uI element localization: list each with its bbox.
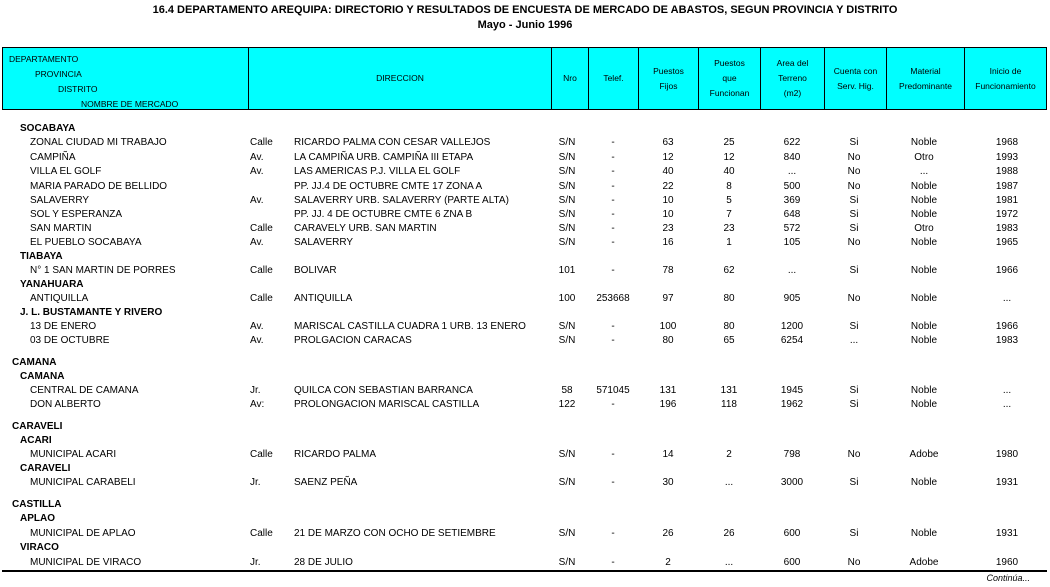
street-number-cell: S/N [558, 528, 576, 539]
provincia-label: CAMANA [12, 357, 57, 368]
street-number-cell: S/N [558, 223, 576, 234]
puestos-fijos-cell: 196 [659, 399, 677, 410]
address-cell: QUILCA CON SEBASTIAN BARRANCA [294, 385, 473, 396]
inicio-funcionamiento-cell: 1980 [995, 449, 1019, 460]
puestos-funcionan-cell: 12 [723, 152, 735, 163]
puestos-funcionan-cell: 7 [726, 209, 732, 220]
table-row [0, 527, 1050, 541]
distrito-label: CAMANA [20, 371, 65, 382]
street-type-cell: Jr. [250, 557, 261, 568]
inicio-funcionamiento-cell: 1965 [995, 237, 1019, 248]
street-number-cell: S/N [558, 166, 576, 177]
header-location-column [3, 48, 249, 109]
distrito-label: SOCABAYA [20, 123, 76, 134]
area-terreno-cell: 3000 [780, 477, 804, 488]
address-cell: LAS AMERICAS P.J. VILLA EL GOLF [294, 166, 461, 177]
area-terreno-cell: 1962 [780, 399, 804, 410]
address-cell: 21 DE MARZO CON OCHO DE SETIEMBRE [294, 528, 496, 539]
street-number-cell: S/N [558, 321, 576, 332]
material-cell: Noble [910, 181, 938, 192]
market-name-cell: MUNICIPAL ACARI [30, 449, 117, 460]
distrito-heading [0, 370, 1050, 384]
street-type-cell: Av. [250, 335, 264, 346]
distrito-label: YANAHUARA [20, 279, 84, 290]
puestos-funcionan-cell: 25 [723, 137, 735, 148]
serv-hig-cell: Si [849, 528, 859, 539]
telephone-cell: - [611, 321, 615, 332]
inicio-funcionamiento-cell: 1988 [995, 166, 1019, 177]
street-type-cell: Av. [250, 237, 264, 248]
market-name-cell: MUNICIPAL CARABELI [30, 477, 136, 488]
address-cell: CARAVELY URB. SAN MARTIN [294, 223, 437, 234]
area-terreno-cell: 500 [783, 181, 801, 192]
report-subtitle: Mayo - Junio 1996 [477, 19, 573, 31]
table-row [0, 398, 1050, 412]
continua-note: Continúa... [986, 573, 1030, 583]
distrito-label: CARAVELI [20, 463, 71, 474]
table-row [0, 264, 1050, 278]
puestos-funcionan-cell: 80 [723, 293, 735, 304]
material-cell: Noble [910, 195, 938, 206]
header-material: Material Predominante [887, 48, 965, 109]
market-name-cell: CAMPIÑA [30, 152, 76, 163]
telephone-cell: - [611, 209, 615, 220]
area-terreno-cell: 600 [783, 557, 801, 568]
street-number-cell: S/N [558, 152, 576, 163]
area-terreno-cell: 840 [783, 152, 801, 163]
street-type-cell: Calle [250, 449, 273, 460]
address-cell: PROLGACION CARACAS [294, 335, 412, 346]
header-area-terreno: Area del Terreno (m2) [761, 48, 825, 109]
street-number-cell: 122 [558, 399, 576, 410]
material-cell: Adobe [909, 449, 939, 460]
puestos-funcionan-cell: 65 [723, 335, 735, 346]
distrito-heading [0, 541, 1050, 555]
address-cell: PP. JJ.4 DE OCTUBRE CMTE 17 ZONA A [294, 181, 483, 192]
street-number-cell: 58 [561, 385, 573, 396]
street-type-cell: Calle [250, 137, 273, 148]
serv-hig-cell: Si [849, 265, 859, 276]
street-type-cell: Av. [250, 166, 264, 177]
street-number-cell: S/N [558, 195, 576, 206]
puestos-funcionan-cell: 62 [723, 265, 735, 276]
report-title: 16.4 DEPARTAMENTO AREQUIPA: DIRECTORIO Y RESULTADOS DE ENCUESTA DE MERCADO DE ABASTOS, SEGUN PROVINCIA Y DISTRITO [152, 4, 898, 16]
street-number-cell: S/N [558, 237, 576, 248]
inicio-funcionamiento-cell: 1987 [995, 181, 1019, 192]
street-type-cell: Calle [250, 265, 273, 276]
market-name-cell: 03 DE OCTUBRE [30, 335, 110, 346]
address-cell: MARISCAL CASTILLA CUADRA 1 URB. 13 ENERO [294, 321, 526, 332]
material-cell: Adobe [909, 557, 939, 568]
header-departamento: DEPARTAMENTO [9, 54, 79, 64]
address-cell: SAENZ PEÑA [294, 477, 358, 488]
street-type-cell: Av: [250, 399, 265, 410]
puestos-fijos-cell: 40 [662, 166, 674, 177]
header-direccion: DIRECCION [249, 48, 552, 109]
material-cell: Noble [910, 335, 938, 346]
address-cell: SALAVERRY [294, 237, 354, 248]
street-number-cell: S/N [558, 477, 576, 488]
distrito-heading [0, 512, 1050, 526]
market-name-cell: SAN MARTIN [30, 223, 92, 234]
street-type-cell: Av. [250, 152, 264, 163]
material-cell: ... [919, 166, 929, 177]
address-cell: RICARDO PALMA CON CESAR VALLEJOS [294, 137, 491, 148]
area-terreno-cell: 369 [783, 195, 801, 206]
market-name-cell: VILLA EL GOLF [30, 166, 102, 177]
street-number-cell: S/N [558, 181, 576, 192]
area-terreno-cell: 1945 [780, 385, 804, 396]
puestos-fijos-cell: 100 [659, 321, 677, 332]
area-terreno-cell: 798 [783, 449, 801, 460]
puestos-fijos-cell: 26 [662, 528, 674, 539]
serv-hig-cell: No [847, 237, 861, 248]
puestos-fijos-cell: 23 [662, 223, 674, 234]
telephone-cell: - [611, 399, 615, 410]
street-type-cell: Av. [250, 195, 264, 206]
puestos-fijos-cell: 30 [662, 477, 674, 488]
serv-hig-cell: Si [849, 223, 859, 234]
area-terreno-cell: 1200 [780, 321, 804, 332]
header-nro: Nro [552, 48, 589, 109]
table-row [0, 292, 1050, 306]
puestos-funcionan-cell: 118 [721, 399, 737, 410]
puestos-funcionan-cell: 26 [723, 528, 735, 539]
distrito-label: ACARI [20, 435, 52, 446]
market-name-cell: DON ALBERTO [30, 399, 101, 410]
serv-hig-cell: No [847, 181, 861, 192]
puestos-funcionan-cell: 131 [720, 385, 738, 396]
distrito-heading [0, 278, 1050, 292]
material-cell: Noble [910, 265, 938, 276]
header-telef: Telef. [589, 48, 639, 109]
inicio-funcionamiento-cell: 1966 [995, 265, 1019, 276]
telephone-cell: 571045 [596, 385, 630, 396]
inicio-funcionamiento-cell: ... [1002, 293, 1012, 304]
market-name-cell: MUNICIPAL DE VIRACO [30, 557, 142, 568]
puestos-fijos-cell: 78 [662, 265, 674, 276]
street-type-cell: Calle [250, 223, 273, 234]
table-row [0, 136, 1050, 150]
material-cell: Noble [910, 321, 938, 332]
distrito-heading [0, 250, 1050, 264]
material-cell: Noble [910, 528, 938, 539]
serv-hig-cell: Si [849, 321, 859, 332]
puestos-funcionan-cell: 2 [726, 449, 732, 460]
street-number-cell: 101 [558, 265, 576, 276]
table-row [0, 556, 1050, 570]
serv-hig-cell: Si [849, 195, 859, 206]
inicio-funcionamiento-cell: 1983 [995, 223, 1019, 234]
inicio-funcionamiento-cell: 1968 [995, 137, 1019, 148]
address-cell: ANTIQUILLA [294, 293, 353, 304]
area-terreno-cell: 622 [783, 137, 801, 148]
address-cell: RICARDO PALMA [294, 449, 377, 460]
material-cell: Noble [910, 385, 938, 396]
puestos-funcionan-cell: 1 [726, 237, 732, 248]
market-name-cell: SALAVERRY [30, 195, 90, 206]
table-row [0, 384, 1050, 398]
area-terreno-cell: 905 [783, 293, 801, 304]
area-terreno-cell: ... [787, 166, 797, 177]
table-row [0, 448, 1050, 462]
telephone-cell: - [611, 528, 615, 539]
street-type-cell: Calle [250, 293, 273, 304]
telephone-cell: - [611, 195, 615, 206]
address-cell: LA CAMPIÑA URB. CAMPIÑA III ETAPA [294, 152, 474, 163]
puestos-fijos-cell: 80 [662, 335, 674, 346]
telephone-cell: - [611, 166, 615, 177]
inicio-funcionamiento-cell: 1993 [995, 152, 1019, 163]
table-row [0, 194, 1050, 208]
puestos-funcionan-cell: 5 [726, 195, 732, 206]
material-cell: Noble [910, 237, 938, 248]
area-terreno-cell: 105 [783, 237, 801, 248]
table-row [0, 180, 1050, 194]
serv-hig-cell: ... [849, 335, 859, 346]
puestos-funcionan-cell: 23 [723, 223, 735, 234]
serv-hig-cell: Si [849, 477, 859, 488]
street-number-cell: 100 [558, 293, 576, 304]
telephone-cell: - [611, 335, 615, 346]
inicio-funcionamiento-cell: 1960 [995, 557, 1019, 568]
serv-hig-cell: No [847, 557, 861, 568]
market-name-cell: 13 DE ENERO [30, 321, 97, 332]
telephone-cell: - [611, 449, 615, 460]
provincia-heading [0, 498, 1050, 512]
area-terreno-cell: ... [787, 265, 797, 276]
puestos-fijos-cell: 16 [662, 237, 674, 248]
puestos-fijos-cell: 14 [662, 449, 674, 460]
puestos-funcionan-cell: ... [724, 557, 734, 568]
distrito-label: VIRACO [20, 542, 59, 553]
table-row [0, 222, 1050, 236]
distrito-label: APLAO [20, 513, 55, 524]
area-terreno-cell: 600 [783, 528, 801, 539]
serv-hig-cell: No [847, 152, 861, 163]
serv-hig-cell: Si [849, 137, 859, 148]
inicio-funcionamiento-cell: 1981 [995, 195, 1019, 206]
table-row [0, 208, 1050, 222]
puestos-fijos-cell: 63 [662, 137, 674, 148]
inicio-funcionamiento-cell: ... [1002, 385, 1012, 396]
distrito-heading [0, 122, 1050, 136]
puestos-funcionan-cell: 80 [723, 321, 735, 332]
table-header [2, 47, 1047, 110]
address-cell: PP. JJ. 4 DE OCTUBRE CMTE 6 ZNA B [294, 209, 473, 220]
header-inicio: Inicio de Funcionamiento [975, 65, 1036, 91]
puestos-fijos-cell: 22 [662, 181, 674, 192]
header-puestos-funcionan: Puestos que Funcionan [699, 48, 761, 109]
inicio-funcionamiento-cell: 1983 [995, 335, 1019, 346]
area-terreno-cell: 6254 [780, 335, 804, 346]
table-row [0, 236, 1050, 250]
material-cell: Otro [914, 152, 934, 163]
market-name-cell: N° 1 SAN MARTIN DE PORRES [30, 265, 176, 276]
puestos-fijos-cell: 131 [659, 385, 677, 396]
material-cell: Noble [910, 293, 938, 304]
telephone-cell: - [611, 223, 615, 234]
market-name-cell: ANTIQUILLA [30, 293, 89, 304]
street-number-cell: S/N [558, 137, 576, 148]
header-provincia: PROVINCIA [35, 69, 82, 79]
distrito-heading [0, 434, 1050, 448]
serv-hig-cell: Si [849, 209, 859, 220]
puestos-funcionan-cell: ... [724, 477, 734, 488]
inicio-funcionamiento-cell: ... [1002, 399, 1012, 410]
inicio-funcionamiento-cell: 1966 [995, 321, 1019, 332]
street-number-cell: S/N [558, 449, 576, 460]
market-name-cell: MUNICIPAL DE APLAO [30, 528, 136, 539]
telephone-cell: - [611, 181, 615, 192]
street-type-cell: Jr. [250, 477, 261, 488]
distrito-label: TIABAYA [20, 251, 63, 262]
serv-hig-cell: No [847, 449, 861, 460]
serv-hig-cell: Si [849, 385, 859, 396]
inicio-funcionamiento-cell: 1972 [995, 209, 1019, 220]
street-number-cell: S/N [558, 335, 576, 346]
street-number-cell: S/N [558, 209, 576, 220]
material-cell: Noble [910, 137, 938, 148]
header-nombre-mercado: NOMBRE DE MERCADO [81, 99, 179, 109]
puestos-fijos-cell: 97 [662, 293, 674, 304]
telephone-cell: 253668 [596, 293, 630, 304]
header-distrito: DISTRITO [58, 84, 98, 94]
serv-hig-cell: Si [849, 399, 859, 410]
market-name-cell: ZONAL CIUDAD MI TRABAJO [30, 137, 167, 148]
provincia-label: CARAVELI [12, 421, 63, 432]
table-row [0, 320, 1050, 334]
puestos-funcionan-cell: 40 [723, 166, 735, 177]
provincia-label: CASTILLA [12, 499, 62, 510]
area-terreno-cell: 648 [783, 209, 801, 220]
address-cell: PROLONGACION MARISCAL CASTILLA [294, 399, 480, 410]
market-name-cell: EL PUEBLO SOCABAYA [30, 237, 142, 248]
distrito-heading [0, 306, 1050, 320]
telephone-cell: - [611, 237, 615, 248]
serv-hig-cell: No [847, 166, 861, 177]
puestos-fijos-cell: 2 [665, 557, 671, 568]
table-row [0, 334, 1050, 348]
address-cell: 28 DE JULIO [294, 557, 353, 568]
telephone-cell: - [611, 152, 615, 163]
puestos-funcionan-cell: 8 [726, 181, 732, 192]
inicio-funcionamiento-cell: 1931 [995, 477, 1019, 488]
material-cell: Noble [910, 399, 938, 410]
material-cell: Otro [914, 223, 934, 234]
material-cell: Noble [910, 477, 938, 488]
serv-hig-cell: No [847, 293, 861, 304]
market-name-cell: MARIA PARADO DE BELLIDO [30, 181, 168, 192]
inicio-funcionamiento-cell: 1931 [995, 528, 1019, 539]
telephone-cell: - [611, 557, 615, 568]
header-serv-hig: Cuenta con Serv. Hig. [825, 48, 887, 109]
material-cell: Noble [910, 209, 938, 220]
street-type-cell: Jr. [250, 385, 261, 396]
provincia-heading [0, 420, 1050, 434]
telephone-cell: - [611, 265, 615, 276]
address-cell: BOLIVAR [294, 265, 337, 276]
table-row [0, 165, 1050, 179]
area-terreno-cell: 572 [783, 223, 801, 234]
puestos-fijos-cell: 10 [662, 195, 674, 206]
market-name-cell: SOL Y ESPERANZA [30, 209, 123, 220]
puestos-fijos-cell: 10 [662, 209, 674, 220]
distrito-heading [0, 462, 1050, 476]
street-number-cell: S/N [558, 557, 576, 568]
telephone-cell: - [611, 137, 615, 148]
table-row [0, 151, 1050, 165]
distrito-label: J. L. BUSTAMANTE Y RIVERO [20, 307, 163, 318]
bottom-rule [2, 570, 1047, 572]
address-cell: SALAVERRY URB. SALAVERRY (PARTE ALTA) [294, 195, 509, 206]
street-type-cell: Av. [250, 321, 264, 332]
provincia-heading [0, 356, 1050, 370]
table-row [0, 476, 1050, 490]
telephone-cell: - [611, 477, 615, 488]
market-name-cell: CENTRAL DE CAMANA [30, 385, 139, 396]
header-puestos-fijos: Puestos Fijos [639, 48, 699, 109]
puestos-fijos-cell: 12 [662, 152, 674, 163]
street-type-cell: Calle [250, 528, 273, 539]
